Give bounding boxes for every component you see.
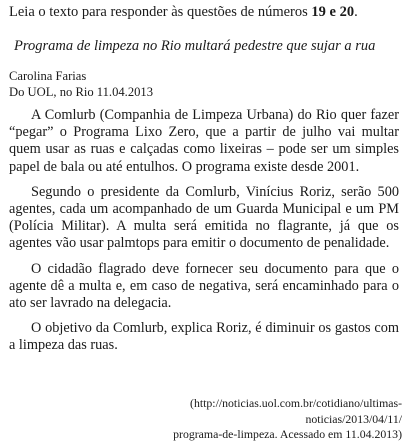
article-author: Carolina Farias: [9, 69, 87, 83]
article-reference: [122, 396, 402, 443]
article-source-date: Do UOL, no Rio 11.04.2013: [9, 85, 154, 99]
article-body: [9, 107, 399, 355]
reference-url: (http://noticias.uol.com.br/cotidiano/ultimas-noticias/2013/04/11/: [190, 396, 402, 426]
question-instruction: [9, 3, 358, 21]
instruction-conjunction: e: [325, 4, 340, 20]
question-number-19: 19: [311, 4, 326, 20]
article-title: Programa de limpeza no Rio multará pedestre que sujar a rua: [14, 38, 376, 54]
question-number-20: 20: [339, 4, 355, 20]
instruction-period: .: [354, 4, 358, 20]
article-paragraph-3: O cidadão flagrado deve fornecer seu documento para que o agente dê a multa e, em caso de negativa, será encaminhado para o ato ser lavrado na delegacia.: [9, 260, 399, 312]
reference-access-date: programa-de-limpeza. Acessado em 11.04.2013): [173, 427, 402, 441]
instruction-text: Leia o texto para responder às questões de números: [9, 4, 312, 20]
article-paragraph-1: A Comlurb (Companhia de Limpeza Urbana) do Rio quer fazer “pegar” o Programa Lixo Zero, que a partir de julho vai multar quem usar as ruas e calçadas como lixeiras – pode ser um simples papel de bala ou até entulhos. O programa existe desde 2001.: [9, 107, 399, 175]
article-paragraph-2: Segundo o presidente da Comlurb, Vinícius Roriz, serão 500 agentes, cada um acompanhado de um Guarda Municipal e um PM (Polícia Militar). A multa será emitida no flagrante, já que os agentes vão usar palmtops para emitir o documento de penalidade.: [9, 183, 399, 252]
article-paragraph-4: O objetivo da Comlurb, explica Roriz, é diminuir os gastos com a limpeza das ruas.: [9, 320, 399, 354]
